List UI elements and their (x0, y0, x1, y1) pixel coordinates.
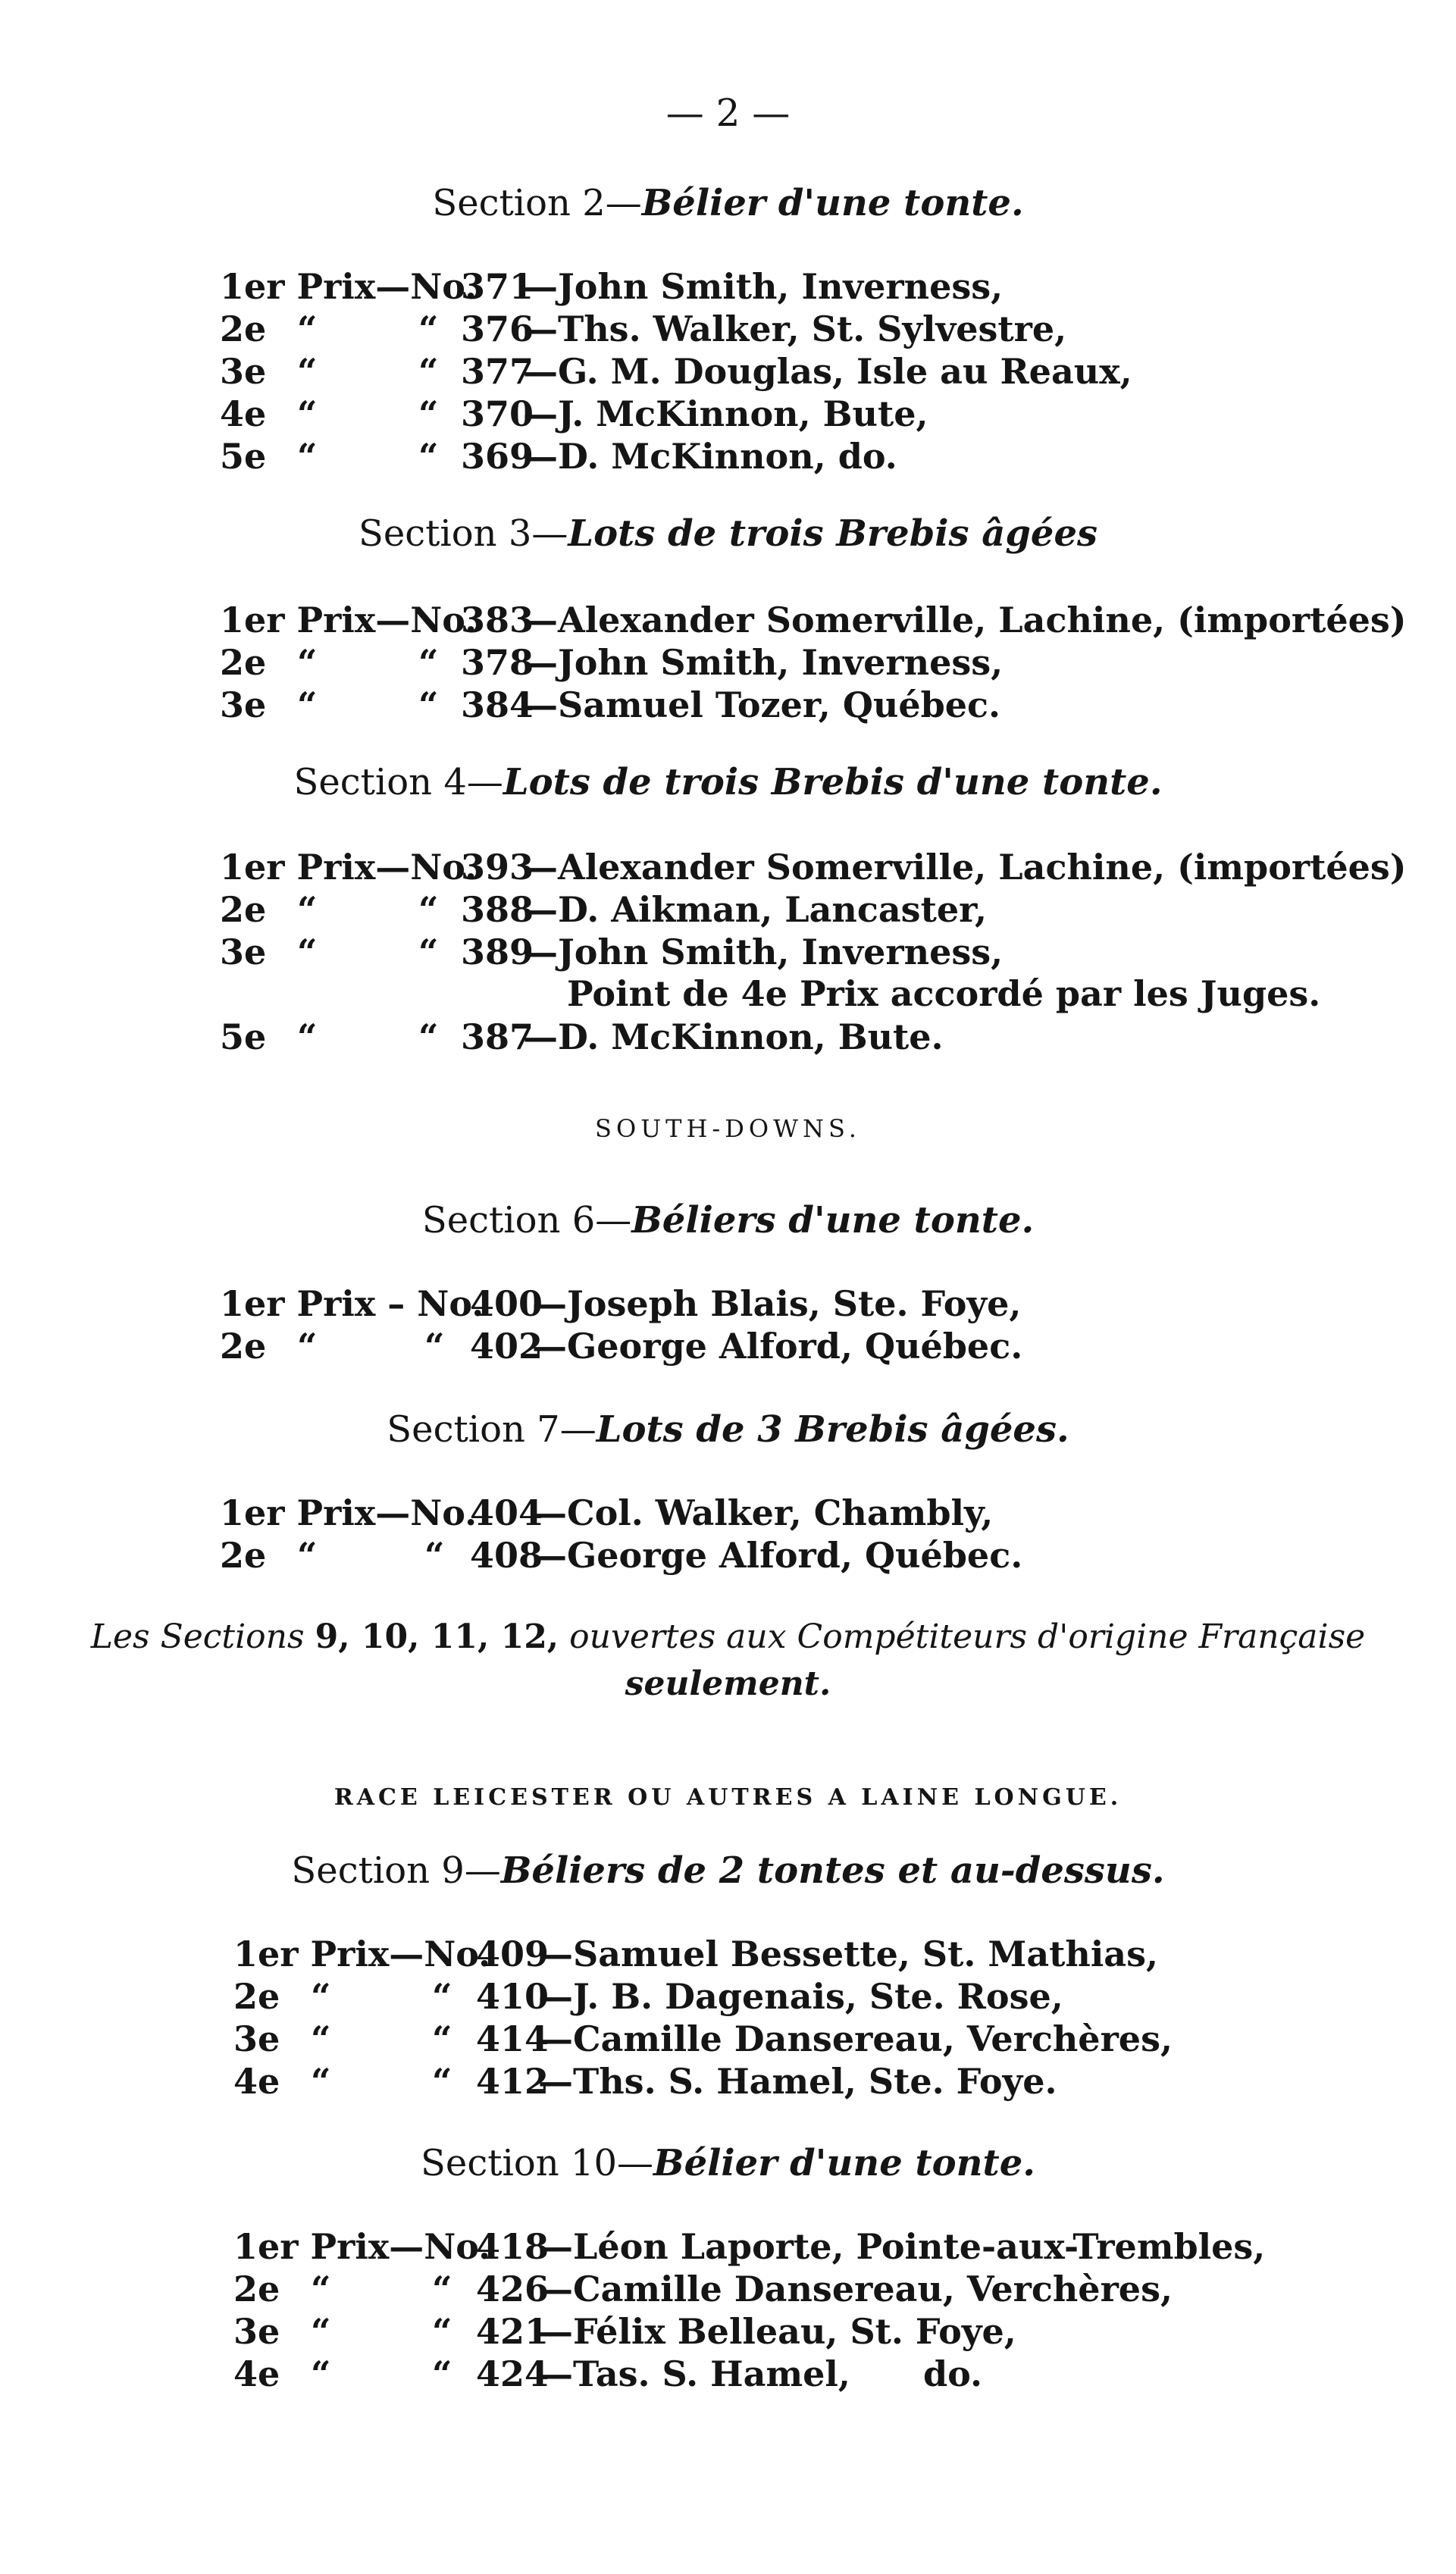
prize-rank: 1er Prix—No. (220, 847, 478, 888)
prize-entry (220, 1492, 1357, 1534)
entry-exhibitor: —J. B. Dagenais, Ste. Rose, (538, 1976, 1063, 2017)
breed-heading: SOUTH-DOWNS. (595, 1114, 861, 1143)
entry-exhibitor: —John Smith, Inverness, (523, 642, 1004, 683)
prize-rank: 3e (220, 932, 267, 972)
entry-number: 400 (470, 1283, 543, 1324)
entry-number: 384 (461, 684, 534, 725)
prize-rank: 2e (220, 1535, 267, 1576)
section-name: Béliers de 2 tontes et au-dessus. (500, 1849, 1165, 1892)
entry-number: 408 (470, 1535, 543, 1576)
ditto-mark: “ (418, 351, 439, 392)
entry-number: 393 (461, 847, 534, 888)
prize-entry (220, 888, 1357, 931)
entry-exhibitor: —George Alford, Québec. (532, 1326, 1023, 1367)
ditto-mark: “ (297, 393, 318, 434)
prize-rank: 3e (233, 2311, 280, 2352)
prize-rank: 5e (220, 1016, 267, 1057)
prize-entry (220, 435, 1357, 478)
entry-exhibitor: —George Alford, Québec. (532, 1535, 1023, 1576)
section-label: Section 7— (387, 1408, 596, 1451)
prize-rank: 2e (220, 1326, 267, 1367)
note-text: Les Sections (90, 1617, 305, 1656)
prize-rank: 2e (220, 889, 267, 930)
entry-exhibitor: —Samuel Tozer, Québec. (523, 684, 1001, 725)
ditto-mark: “ (418, 684, 439, 725)
entry-number: 426 (476, 2269, 550, 2309)
prize-rank: 3e (220, 684, 267, 725)
prize-rank: 1er Prix—No. (233, 2226, 491, 2267)
prize-entry (220, 684, 1357, 726)
prize-entry (220, 393, 1357, 435)
entry-number: 383 (461, 600, 534, 640)
ditto-mark: “ (311, 2061, 331, 2102)
prize-rank: 4e (233, 2061, 280, 2102)
competition-note-end: seulement. (625, 1664, 831, 1703)
prize-rank: 4e (220, 393, 267, 434)
ditto-mark: “ (297, 1535, 318, 1576)
ditto-mark: “ (297, 1016, 318, 1057)
entry-number: 424 (476, 2353, 550, 2394)
entry-number: 378 (461, 642, 534, 683)
ditto-mark: “ (311, 2311, 331, 2352)
prize-entry (233, 2353, 1370, 2395)
section-name: Bélier d'une tonte. (653, 2142, 1035, 2184)
prize-rank: 1er Prix—No. (220, 600, 478, 640)
entry-number: 421 (476, 2311, 550, 2352)
section-label: Section 3— (358, 512, 568, 555)
entry-exhibitor: —Camille Dansereau, Verchères, (538, 2018, 1173, 2059)
entry-exhibitor: —Ths. S. Hamel, Ste. Foye. (538, 2061, 1057, 2102)
entry-exhibitor: —Samuel Bessette, St. Mathias, (538, 1934, 1159, 1974)
entry-number: 377 (461, 351, 534, 392)
ditto-mark: “ (311, 2353, 331, 2394)
ditto-mark: “ (297, 684, 318, 725)
ditto-mark: “ (432, 2269, 452, 2309)
section-title (0, 512, 1456, 555)
entry-exhibitor: —Léon Laporte, Pointe-aux-Trembles, (538, 2226, 1266, 2267)
ditto-mark: “ (418, 393, 439, 434)
section-name: Lots de trois Brebis d'une tonte. (503, 761, 1163, 803)
prize-entry (233, 1975, 1370, 2018)
prize-rank: 3e (220, 351, 267, 392)
prize-rank: 1er Prix—No. (220, 266, 478, 307)
entry-exhibitor: —Camille Dansereau, Verchères, (538, 2269, 1173, 2309)
ditto-mark: “ (297, 889, 318, 930)
entry-number: 418 (476, 2226, 550, 2267)
ditto-mark: “ (432, 2311, 452, 2352)
entry-number: 387 (461, 1016, 534, 1057)
entry-number: 414 (476, 2018, 550, 2059)
entry-exhibitor: —Alexander Somerville, Lachine, (importées) (523, 847, 1407, 888)
entry-exhibitor: —D. McKinnon, Bute. (523, 1016, 944, 1057)
prize-rank: 4e (233, 2353, 280, 2394)
entry-number: 402 (470, 1326, 543, 1367)
note-section-numbers: 9, 10, 11, 12, (315, 1617, 559, 1656)
prize-rank: 1er Prix—No. (220, 1492, 478, 1533)
prize-rank: 2e (233, 1976, 280, 2017)
prize-entry (220, 641, 1357, 684)
section-name: Bélier d'une tonte. (641, 182, 1024, 224)
ditto-mark: “ (432, 2353, 452, 2394)
ditto-mark: “ (418, 1016, 439, 1057)
entry-exhibitor: —Joseph Blais, Ste. Foye, (532, 1283, 1022, 1324)
section-name: Lots de 3 Brebis âgées. (596, 1408, 1069, 1451)
prize-entry (220, 1016, 1357, 1058)
ditto-mark: “ (432, 2018, 452, 2059)
note-text: ouvertes aux Compétiteurs d'origine Française (569, 1617, 1366, 1656)
prize-entry (220, 846, 1407, 888)
prize-entry (220, 1282, 1357, 1325)
prize-rank: 2e (233, 2269, 280, 2309)
prize-entry (220, 308, 1357, 350)
entry-number: 388 (461, 889, 534, 930)
entry-exhibitor: —John Smith, Inverness, (523, 932, 1004, 972)
section-label: Section 6— (421, 1199, 632, 1242)
competition-note (0, 1617, 1456, 1656)
entry-exhibitor: —D. Aikman, Lancaster, (523, 889, 987, 930)
ditto-mark: “ (297, 351, 318, 392)
prize-entry (220, 350, 1357, 393)
breed-heading: RACE LEICESTER OU AUTRES A LAINE LONGUE. (333, 1784, 1123, 1811)
prize-entry (233, 2268, 1370, 2310)
prize-entry (220, 599, 1407, 641)
entry-exhibitor: —D. McKinnon, do. (523, 436, 897, 477)
entry-number: 409 (476, 1934, 550, 1974)
ditto-mark: “ (418, 308, 439, 349)
ditto-mark: “ (432, 1976, 452, 2017)
entry-exhibitor: —J. McKinnon, Bute, (523, 393, 928, 434)
prize-rank: 2e (220, 642, 267, 683)
prize-entry (233, 1933, 1370, 1975)
entry-number: 371 (461, 266, 534, 307)
entry-number: 370 (461, 393, 534, 434)
entry-number: 412 (476, 2061, 550, 2102)
prize-rank: 5e (220, 436, 267, 477)
section-name: Lots de trois Brebis âgées (568, 512, 1098, 555)
ditto-mark: “ (311, 1976, 331, 2017)
prize-entry (233, 2018, 1370, 2060)
ditto-mark: “ (424, 1326, 445, 1367)
ditto-mark: “ (432, 2061, 452, 2102)
entry-exhibitor: —Ths. Walker, St. Sylvestre, (523, 308, 1067, 349)
section-title (0, 1408, 1456, 1451)
page-number: — 2 — (665, 91, 791, 135)
section-label: Section 9— (291, 1849, 501, 1892)
prize-entry (233, 2310, 1370, 2353)
judges-note: Point de 4e Prix accordé par les Juges. (567, 973, 1321, 1014)
entry-exhibitor: —Alexander Somerville, Lachine, (importées) (523, 600, 1407, 640)
ditto-mark: “ (311, 2018, 331, 2059)
prize-rank: 1er Prix—No. (233, 1934, 491, 1974)
prize-rank: 1er Prix – No. (220, 1283, 484, 1324)
section-label: Section 4— (293, 761, 503, 803)
entry-exhibitor: —Tas. S. Hamel, do. (538, 2353, 983, 2394)
entry-exhibitor: —G. M. Douglas, Isle au Reaux, (523, 351, 1132, 392)
prize-rank: 3e (233, 2018, 280, 2059)
entry-number: 389 (461, 932, 534, 972)
ditto-mark: “ (297, 436, 318, 477)
ditto-mark: “ (418, 932, 439, 972)
prize-entry (220, 1534, 1357, 1577)
prize-entry (220, 265, 1357, 308)
section-label: Section 10— (421, 2142, 654, 2184)
entry-exhibitor: —Félix Belleau, St. Foye, (538, 2311, 1016, 2352)
section-title (0, 1199, 1456, 1242)
prize-entry (220, 931, 1357, 973)
entry-number: 369 (461, 436, 534, 477)
entry-number: 376 (461, 308, 534, 349)
entry-number: 410 (476, 1976, 550, 2017)
section-title (0, 1849, 1456, 1892)
section-label: Section 2— (432, 182, 642, 224)
entry-exhibitor: —John Smith, Inverness, (523, 266, 1004, 307)
ditto-mark: “ (418, 436, 439, 477)
section-title (0, 761, 1456, 803)
prize-entry (220, 1325, 1357, 1367)
entry-exhibitor: —Col. Walker, Chambly, (532, 1492, 994, 1533)
ditto-mark: “ (418, 642, 439, 683)
ditto-mark: “ (424, 1535, 445, 1576)
section-title (0, 2142, 1456, 2184)
entry-number: 404 (470, 1492, 543, 1533)
ditto-mark: “ (297, 932, 318, 972)
ditto-mark: “ (311, 2269, 331, 2309)
prize-entry (233, 2060, 1370, 2103)
prize-rank: 2e (220, 308, 267, 349)
section-title (0, 182, 1456, 224)
prize-entry (233, 2225, 1416, 2268)
ditto-mark: “ (297, 308, 318, 349)
section-name: Béliers d'une tonte. (631, 1199, 1035, 1242)
ditto-mark: “ (297, 1326, 318, 1367)
ditto-mark: “ (418, 889, 439, 930)
ditto-mark: “ (297, 642, 318, 683)
